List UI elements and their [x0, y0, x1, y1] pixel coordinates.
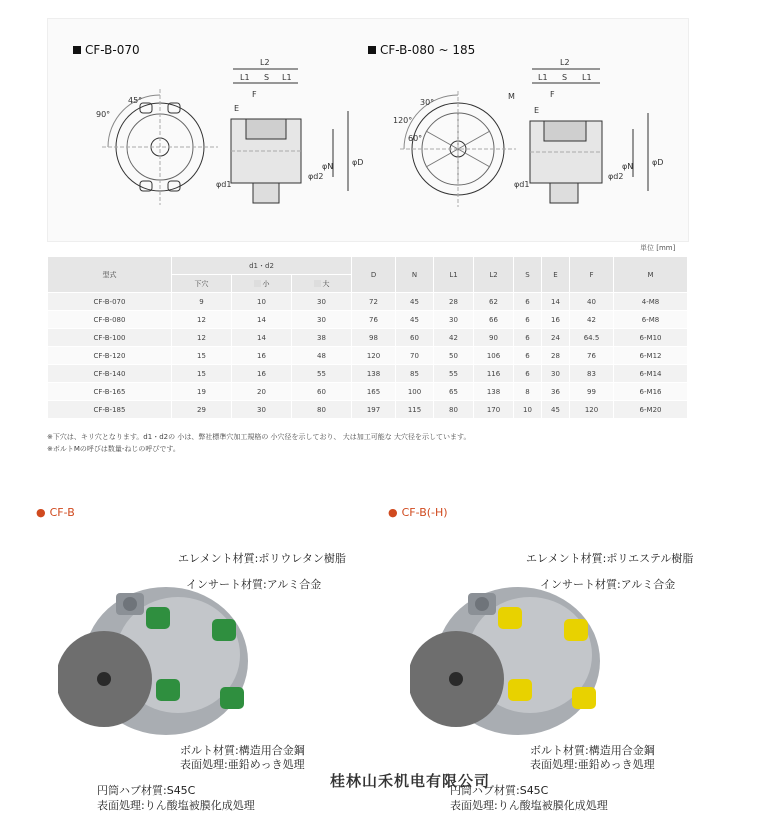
header-col-f: F: [570, 257, 614, 293]
table-cell: 55: [292, 365, 352, 383]
table-cell: 115: [396, 401, 434, 419]
coupling-bolt-socket: [475, 597, 489, 611]
subheader-pilot: 下穴: [172, 275, 232, 293]
left-label-3: L1: [240, 73, 250, 82]
table-cell: 42: [570, 311, 614, 329]
table-cell: 6-M14: [614, 365, 688, 383]
table-cell: 14: [542, 293, 570, 311]
right-label-2: 30°: [420, 98, 435, 107]
header-col-d: D: [352, 257, 396, 293]
header-col-l1: L1: [434, 257, 474, 293]
subheader-max: 大: [292, 275, 352, 293]
callout-left-bolt: ボルト材質:構造用合金鋼: [180, 744, 305, 757]
right-label-13: φD: [652, 158, 664, 167]
table-cell: 80: [292, 401, 352, 419]
table-cell: 29: [172, 401, 232, 419]
left-label-10: φN: [322, 162, 334, 171]
header-col-n: N: [396, 257, 434, 293]
table-cell: 98: [352, 329, 396, 347]
table-cell: 8: [514, 383, 542, 401]
right-label-10: φd1: [514, 180, 530, 189]
table-cell: 62: [474, 293, 514, 311]
coupling-element: [212, 619, 236, 641]
table-cell: 30: [292, 311, 352, 329]
coupling-hub-bore: [449, 672, 463, 686]
coupling-element: [564, 619, 588, 641]
table-cell: 165: [352, 383, 396, 401]
coupling-element: [572, 687, 596, 709]
right-label-4: L1: [538, 73, 548, 82]
table-cell: 6: [514, 365, 542, 383]
product-label-left: ● CF-B: [36, 506, 75, 519]
table-cell: 16: [232, 365, 292, 383]
right-label-7: M: [508, 92, 515, 101]
table-cell: 36: [542, 383, 570, 401]
coupling-bolt-socket: [123, 597, 137, 611]
drawing-title-right: CF-B-080 ~ 185: [368, 43, 475, 57]
table-cell: 40: [570, 293, 614, 311]
table-cell: 6: [514, 311, 542, 329]
unit-label: 単位 [mm]: [640, 244, 676, 252]
right-label-12: φN: [622, 162, 634, 171]
table-cell: 16: [232, 347, 292, 365]
table-cell-model: CF-B-070: [48, 293, 172, 311]
left-label-5: L1: [282, 73, 292, 82]
right-label-8: F: [550, 90, 555, 99]
coupling-image-left: [58, 575, 258, 755]
left-label-4: S: [264, 73, 270, 82]
table-cell: 48: [292, 347, 352, 365]
left-label-7: E: [234, 104, 240, 113]
table-cell: 138: [474, 383, 514, 401]
left-label-1: 45°: [128, 96, 143, 105]
right-label-0: 120°: [393, 116, 413, 125]
table-cell: 120: [352, 347, 396, 365]
callout-left-hub-surface: 表面処理:りん酸塩被膜化成処理: [97, 799, 255, 812]
table-cell: 99: [570, 383, 614, 401]
table-cell: 28: [542, 347, 570, 365]
table-row: [48, 365, 688, 383]
table-cell: 12: [172, 329, 232, 347]
table-cell: 100: [396, 383, 434, 401]
table-cell: 30: [542, 365, 570, 383]
table-row: [48, 401, 688, 419]
callout-left-bolt-surface: 表面処理:亜鉛めっき処理: [180, 758, 305, 771]
right-label-1: 60°: [408, 134, 423, 143]
right-label-11: φd2: [608, 172, 624, 181]
callout-left-hub: 円筒ハブ材質:S45C: [97, 784, 196, 797]
header-d1d2: d1・d2: [172, 257, 352, 275]
table-cell: 24: [542, 329, 570, 347]
table-cell: 4-M8: [614, 293, 688, 311]
table-cell: 28: [434, 293, 474, 311]
table-cell: 30: [434, 311, 474, 329]
table-cell: 45: [542, 401, 570, 419]
left-label-11: φD: [352, 158, 364, 167]
table-cell: 197: [352, 401, 396, 419]
callout-right-hub: 円筒ハブ材質:S45C: [450, 784, 549, 797]
left-label-2: L2: [260, 58, 270, 67]
table-cell: 64.5: [570, 329, 614, 347]
table-cell-model: CF-B-120: [48, 347, 172, 365]
table-cell: 85: [396, 365, 434, 383]
header-col-m: M: [614, 257, 688, 293]
table-cell: 76: [570, 347, 614, 365]
table-cell: 138: [352, 365, 396, 383]
table-row: [48, 383, 688, 401]
note-1: ※下穴は、キリ穴となります。d1・d2の 小は、弊社標準穴加工規格の 小穴径を示しており、 大は加工可能な 大穴径を示しています。: [47, 433, 471, 441]
table-cell-model: CF-B-165: [48, 383, 172, 401]
table-cell: 6-M8: [614, 311, 688, 329]
table-cell: 16: [542, 311, 570, 329]
callout-right-bolt: ボルト材質:構造用合金鋼: [530, 744, 655, 757]
table-row: [48, 311, 688, 329]
table-cell: 60: [396, 329, 434, 347]
table-cell: 15: [172, 365, 232, 383]
coupling-element: [498, 607, 522, 629]
drawing-panel: [47, 18, 689, 242]
left-label-6: F: [252, 90, 257, 99]
table-cell: 15: [172, 347, 232, 365]
table-cell: 9: [172, 293, 232, 311]
drawing-title-left: CF-B-070: [73, 43, 140, 57]
table-cell: 50: [434, 347, 474, 365]
table-row: [48, 293, 688, 311]
table-cell: 30: [232, 401, 292, 419]
coupling-image-right: [410, 575, 610, 755]
left-label-8: φd1: [216, 180, 232, 189]
callout-right-element: エレメント材質:ポリエステル樹脂: [526, 552, 694, 565]
table-cell: 76: [352, 311, 396, 329]
header-model: 型式: [48, 257, 172, 293]
company-watermark: 桂林山禾机电有限公司: [330, 772, 491, 790]
table-cell-model: CF-B-140: [48, 365, 172, 383]
table-cell: 65: [434, 383, 474, 401]
table-cell: 10: [232, 293, 292, 311]
table-cell: 170: [474, 401, 514, 419]
product-label-right: ● CF-B(-H): [388, 506, 448, 519]
coupling-element: [508, 679, 532, 701]
subheader-min: 小: [232, 275, 292, 293]
table-cell: 72: [352, 293, 396, 311]
left-label-9: φd2: [308, 172, 324, 181]
right-label-6: L1: [582, 73, 592, 82]
table-cell: 19: [172, 383, 232, 401]
table-cell-model: CF-B-080: [48, 311, 172, 329]
right-label-5: S: [562, 73, 568, 82]
header-col-l2: L2: [474, 257, 514, 293]
callout-right-hub-surface: 表面処理:りん酸塩被膜化成処理: [450, 799, 608, 812]
table-cell: 20: [232, 383, 292, 401]
table-cell: 6: [514, 347, 542, 365]
coupling-element: [156, 679, 180, 701]
right-label-9: E: [534, 106, 540, 115]
spec-table-body: [48, 293, 688, 419]
table-cell: 106: [474, 347, 514, 365]
table-cell: 120: [570, 401, 614, 419]
table-cell-model: CF-B-185: [48, 401, 172, 419]
coupling-element: [146, 607, 170, 629]
table-cell: 6: [514, 329, 542, 347]
callout-left-insert: インサート材質:アルミ合金: [186, 578, 322, 591]
header-col-s: S: [514, 257, 542, 293]
table-cell: 116: [474, 365, 514, 383]
header-col-e: E: [542, 257, 570, 293]
table-cell: 45: [396, 311, 434, 329]
right-label-3: L2: [560, 58, 570, 67]
table-row: [48, 329, 688, 347]
table-cell-model: CF-B-100: [48, 329, 172, 347]
table-cell: 60: [292, 383, 352, 401]
table-cell: 14: [232, 311, 292, 329]
coupling-element: [220, 687, 244, 709]
table-cell: 6-M10: [614, 329, 688, 347]
left-label-0: 90°: [96, 110, 111, 119]
table-cell: 80: [434, 401, 474, 419]
callout-right-insert: インサート材質:アルミ合金: [540, 578, 676, 591]
technical-drawings: [48, 19, 688, 241]
callout-right-bolt-surface: 表面処理:亜鉛めっき処理: [530, 758, 655, 771]
table-cell: 90: [474, 329, 514, 347]
table-cell: 14: [232, 329, 292, 347]
table-cell: 12: [172, 311, 232, 329]
callout-left-element: エレメント材質:ポリウレタン樹脂: [178, 552, 346, 565]
table-cell: 6: [514, 293, 542, 311]
table-row: [48, 347, 688, 365]
table-cell: 38: [292, 329, 352, 347]
table-cell: 55: [434, 365, 474, 383]
table-cell: 70: [396, 347, 434, 365]
table-cell: 10: [514, 401, 542, 419]
note-2: ※ボルトMの呼びは数量-ねじの呼びです。: [47, 445, 180, 453]
table-cell: 66: [474, 311, 514, 329]
table-cell: 83: [570, 365, 614, 383]
table-cell: 30: [292, 293, 352, 311]
spec-table: [47, 256, 688, 419]
table-cell: 42: [434, 329, 474, 347]
table-cell: 45: [396, 293, 434, 311]
table-cell: 6-M16: [614, 383, 688, 401]
coupling-hub-bore: [97, 672, 111, 686]
table-cell: 6-M12: [614, 347, 688, 365]
table-cell: 6-M20: [614, 401, 688, 419]
